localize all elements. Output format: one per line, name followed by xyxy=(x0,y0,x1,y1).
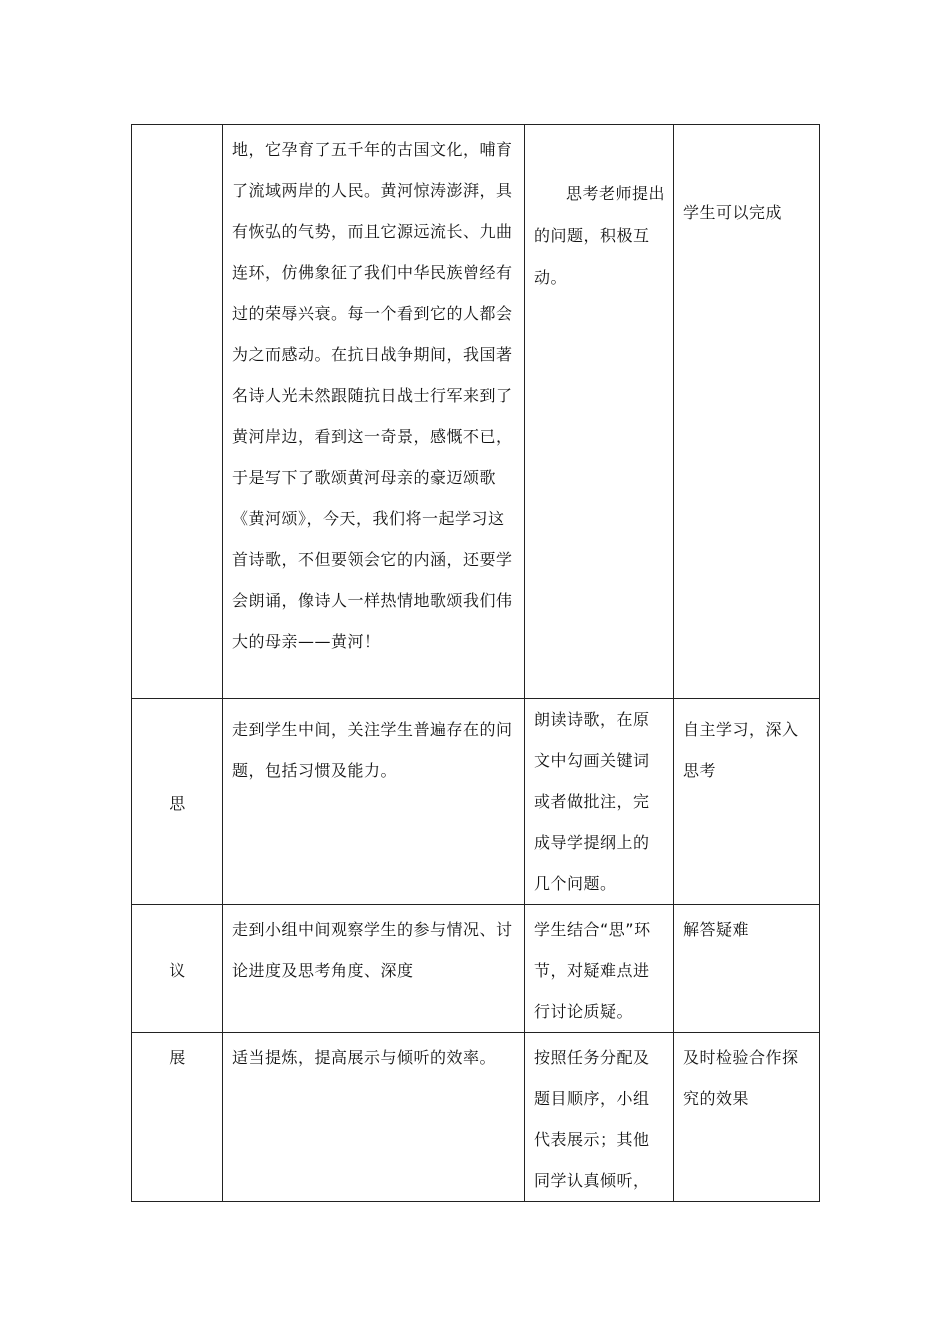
design-intent-cell: 解答疑难 xyxy=(674,905,820,1033)
teacher-activity-cell: 走到小组中间观察学生的参与情况、讨论进度及思考角度、深度 xyxy=(223,905,525,1033)
design-intent-cell: 自主学习，深入思考 xyxy=(674,699,820,905)
teacher-activity-cell: 适当提炼，提高展示与倾听的效率。 xyxy=(223,1033,525,1202)
table-row xyxy=(132,699,820,905)
student-activity-cell: 朗读诗歌，在原文中勾画关键词或者做批注，完成导学提纲上的几个问题。 xyxy=(525,699,674,905)
table-row xyxy=(132,905,820,1033)
stage-cell: 思 xyxy=(132,699,223,905)
stage-cell xyxy=(132,125,223,699)
stage-cell: 议 xyxy=(132,905,223,1033)
table-row xyxy=(132,1033,820,1202)
student-activity-cell: 按照任务分配及题目顺序，小组代表展示；其他同学认真倾听， xyxy=(525,1033,674,1202)
teacher-activity-cell: 地，它孕育了五千年的古国文化，哺育了流域两岸的人民。黄河惊涛澎湃，具有恢弘的气势，而且它源远流长、九曲连环，仿佛象征了我们中华民族曾经有过的荣辱兴衰。每一个看到它的人都会为之而感动。在抗日战争期间，我国著名诗人光未然跟随抗日战士行军来到了黄河岸边，看到这一奇景，感慨不已，于是写下了歌颂黄河母亲的豪迈颂歌《黄河颂》，今天，我们将一起学习这首诗歌，不但要领会它的内涵，还要学会朗诵，像诗人一样热情地歌颂我们伟大的母亲——黄河！ xyxy=(223,125,525,699)
table-row xyxy=(132,125,820,699)
student-activity-cell: 思考老师提出的问题，积极互动。 xyxy=(525,125,674,699)
lesson-plan-table xyxy=(131,124,820,1202)
stage-cell: 展 xyxy=(132,1033,223,1202)
design-intent-cell: 学生可以完成 xyxy=(674,125,820,699)
student-activity-cell: 学生结合“思”环节，对疑难点进行讨论质疑。 xyxy=(525,905,674,1033)
teacher-activity-cell: 走到学生中间，关注学生普遍存在的问题，包括习惯及能力。 xyxy=(223,699,525,905)
design-intent-cell: 及时检验合作探究的效果 xyxy=(674,1033,820,1202)
